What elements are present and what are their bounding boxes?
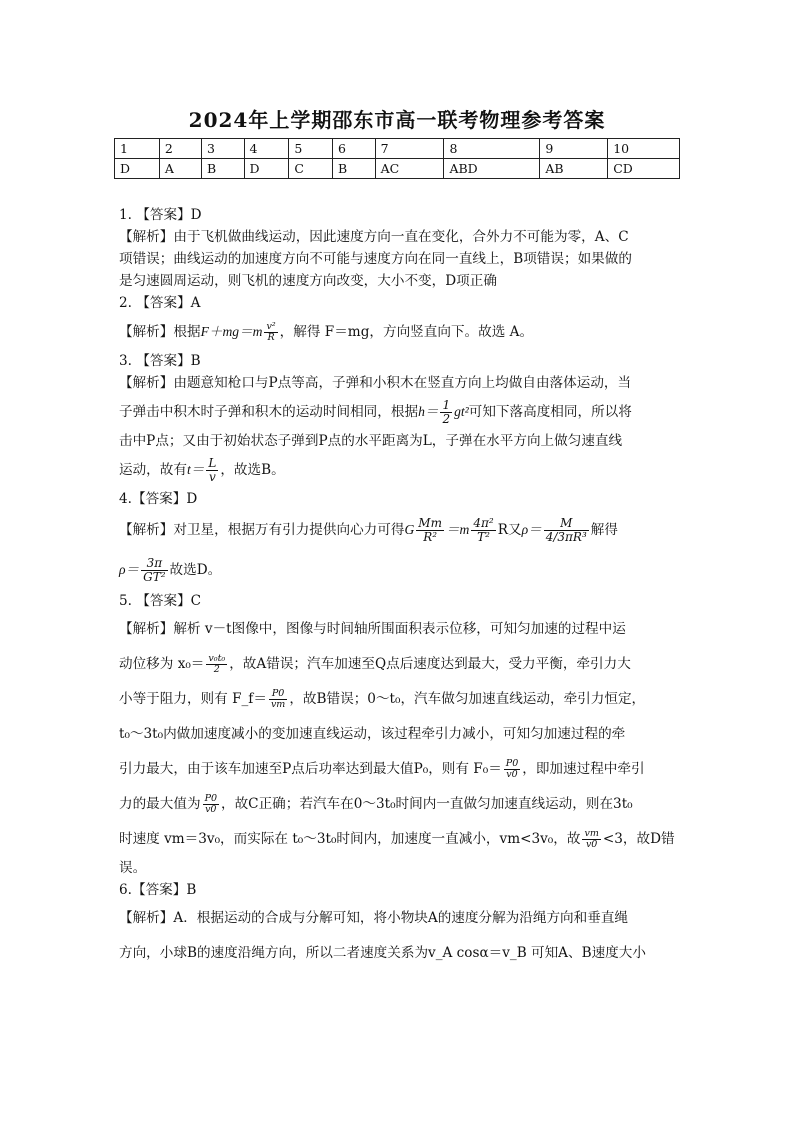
q6-line: 【解析】A．根据运动的合成与分解可知，将小物块A的速度分解为沿绳方向和垂直绳 [119, 910, 629, 926]
q4-line [119, 510, 681, 550]
question-number-cell: 3 [201, 139, 244, 159]
q1-line: 项错误；曲线运动的加速度方向不可能与速度方向在同一直线上，B项错误；如果做的 [119, 251, 632, 267]
q4-fraction-num: M [544, 517, 589, 531]
q3-line: 击中P点；又由于初始状态子弹到P点的水平距离为L，子弹在水平方向上做匀速直线 [119, 433, 623, 449]
q5-text-post: ，故B错误；0～t₀，汽车做匀加速直线运动，牵引力恒定， [289, 691, 646, 707]
explanations [119, 204, 681, 971]
q5-fraction-num: v₀t₀ [208, 653, 226, 664]
q5-text-post: ，即加速过程中牵引 [522, 761, 645, 777]
q3-fraction [440, 399, 452, 426]
question-number-cell: 5 [289, 139, 333, 159]
answer-table [114, 138, 680, 179]
q5-line: 误。 [119, 860, 147, 876]
answer-cell: CD [608, 159, 680, 179]
q2-text-post: ，解得 F＝mg，方向竖直向下。故选 A。 [279, 324, 534, 340]
question-number-cell: 1 [115, 139, 160, 159]
q6-line: 方向，小球B的速度沿绳方向，所以二者速度关系为v_A cosα＝v_B 可知A、B速度大小 [119, 945, 646, 961]
q4-fraction-den: T² [477, 530, 490, 544]
q5-text-post: ，故C正确；若汽车在0～3t₀时间内一直做匀加速直线运动，则在3t₀ [221, 796, 633, 812]
page-title: 2024年上学期邵东市高一联考物理参考答案 [188, 108, 606, 132]
q2-fraction-den: R [267, 332, 275, 343]
answer-cell: A [159, 159, 201, 179]
q5-fraction-den: v0 [205, 804, 217, 815]
q3-fraction-num: L [208, 456, 217, 470]
q3-eq-post: gt² [454, 404, 469, 419]
answer-cell: D [244, 159, 289, 179]
q5-text: 动位移为 x₀＝ [119, 656, 205, 672]
q4-fraction-den: GT² [143, 570, 166, 584]
answer-cell: D [115, 159, 160, 179]
q2-fraction-num: v² [266, 321, 276, 332]
q6-heading: 6.【答案】B [119, 882, 197, 898]
q4-fraction [416, 517, 444, 544]
q5-fraction-den: 2 [213, 664, 220, 675]
q4-fraction-den: R² [423, 530, 438, 544]
q4-line [119, 550, 681, 590]
q4-fraction [141, 557, 167, 584]
q3-heading: 3. 【答案】B [119, 353, 201, 369]
q3-line [119, 452, 681, 488]
q5-line [119, 822, 681, 857]
q4-fraction-num: 4π² [473, 516, 494, 530]
q5-line [119, 647, 681, 682]
answer-cell: B [201, 159, 244, 179]
question-number-cell: 2 [159, 139, 201, 159]
q4-rho: ρ＝ [119, 562, 140, 577]
q5-heading: 5. 【答案】C [119, 593, 202, 609]
q5-text: 时速度 vm＝3v₀，而实际在 t₀～3t₀时间内，加速度一直减小，vm<3v₀，故 [119, 831, 581, 847]
q4-eq: ＝m [445, 522, 470, 537]
q4-heading: 4.【答案】D [119, 491, 198, 507]
answer-table-answer-row [115, 159, 680, 179]
question-number-cell: 7 [375, 139, 444, 159]
q5-fraction-den: v0 [585, 839, 598, 850]
q5-text: 力的最大值为 [119, 796, 201, 812]
q5-fraction [206, 654, 227, 675]
q5-text-post: <3，故D错 [602, 831, 675, 847]
q5-fraction-den: vm [270, 699, 286, 710]
q4-fraction-den: 4/3πR³ [545, 530, 587, 544]
question-number-cell: 8 [444, 139, 540, 159]
q3-text: 运动，故有 [119, 462, 187, 478]
q4-g: G [404, 522, 415, 537]
q3-text-post: 可知下落高度相同，所以将 [468, 404, 632, 420]
q4-fraction-num: Mm [418, 516, 442, 530]
q3-fraction-den: v [208, 470, 216, 484]
q1-line: 【解析】由于飞机做曲线运动，因此速度方向一直在变化，合外力不可能为零，A、C [119, 229, 629, 245]
answer-table-number-row [115, 139, 680, 159]
q3-fraction-num: 1 [442, 398, 451, 412]
answer-cell: AC [375, 159, 444, 179]
q5-line: t₀～3t₀内做加速度减小的变加速直线运动，该过程牵引力减小，可知匀加速过程的牵 [119, 726, 626, 742]
q4-text-post: 故选D。 [169, 562, 222, 578]
q5-fraction-num: P0 [269, 689, 287, 700]
q3-line: 【解析】由题意知枪口与P点等高，子弹和小积木在竖直方向上均做自由落体运动，当 [119, 375, 632, 391]
q4-fraction [544, 517, 589, 544]
question-number-cell: 4 [244, 139, 289, 159]
q2-fraction [264, 322, 277, 343]
q3-text-post: ，故选B。 [220, 462, 285, 478]
q2-heading: 2. 【答案】A [119, 295, 201, 311]
q5-fraction-num: vm [584, 828, 599, 839]
q5-line [119, 787, 681, 822]
answer-cell: B [333, 159, 376, 179]
q5-fraction-num: P0 [505, 758, 519, 769]
q2-equation: F＋mg＝m [200, 324, 263, 339]
q3-fraction-den: 2 [442, 412, 451, 426]
q3-eq: t＝ [186, 462, 205, 477]
q4-fraction [471, 517, 495, 544]
answer-cell: AB [540, 159, 608, 179]
q5-text: 引力最大，由于该车加速至P点后功率达到最大值P₀，则有 F₀＝ [119, 761, 502, 777]
q2-text: 【解析】根据 [119, 324, 201, 340]
q5-fraction-num: P0 [204, 793, 217, 804]
q3-text: 子弹击中积木时子弹和积木的运动时间相同，根据 [119, 404, 419, 420]
q4-text: R又 [497, 522, 522, 538]
q5-fraction [504, 759, 520, 780]
question-number-cell: 9 [540, 139, 608, 159]
q4-rho: ρ＝ [521, 522, 542, 537]
q5-line: 【解析】解析 v－t图像中，图像与时间轴所围面积表示位移，可知匀加速的过程中运 [119, 621, 626, 637]
q5-line [119, 752, 681, 787]
question-number-cell: 10 [608, 139, 680, 159]
question-number-cell: 6 [333, 139, 376, 159]
answer-cell: C [289, 159, 333, 179]
q2-line [119, 314, 681, 350]
q5-text-post: ，故A错误；汽车加速至Q点后速度达到最大，受力平衡，牵引力大 [229, 656, 631, 672]
q5-fraction-den: v0 [506, 769, 518, 780]
q3-fraction [206, 457, 218, 484]
q5-fraction [269, 689, 287, 710]
q4-text: 【解析】对卫星，根据万有引力提供向心力可得 [119, 522, 405, 538]
q5-line [119, 682, 681, 717]
q5-fraction [582, 829, 600, 850]
q5-fraction [203, 794, 219, 815]
q4-text-post: 解得 [590, 522, 618, 538]
q4-fraction-num: 3π [141, 557, 167, 571]
answer-cell: ABD [444, 159, 540, 179]
q1-heading: 1. 【答案】D [119, 207, 202, 223]
q3-eq: h＝ [418, 404, 439, 419]
q1-line: 是匀速圆周运动，则飞机的速度方向改变，大小不变，D项正确 [119, 273, 497, 289]
q5-text: 小等于阻力，则有 F_f＝ [119, 691, 267, 707]
q3-line [119, 394, 681, 430]
